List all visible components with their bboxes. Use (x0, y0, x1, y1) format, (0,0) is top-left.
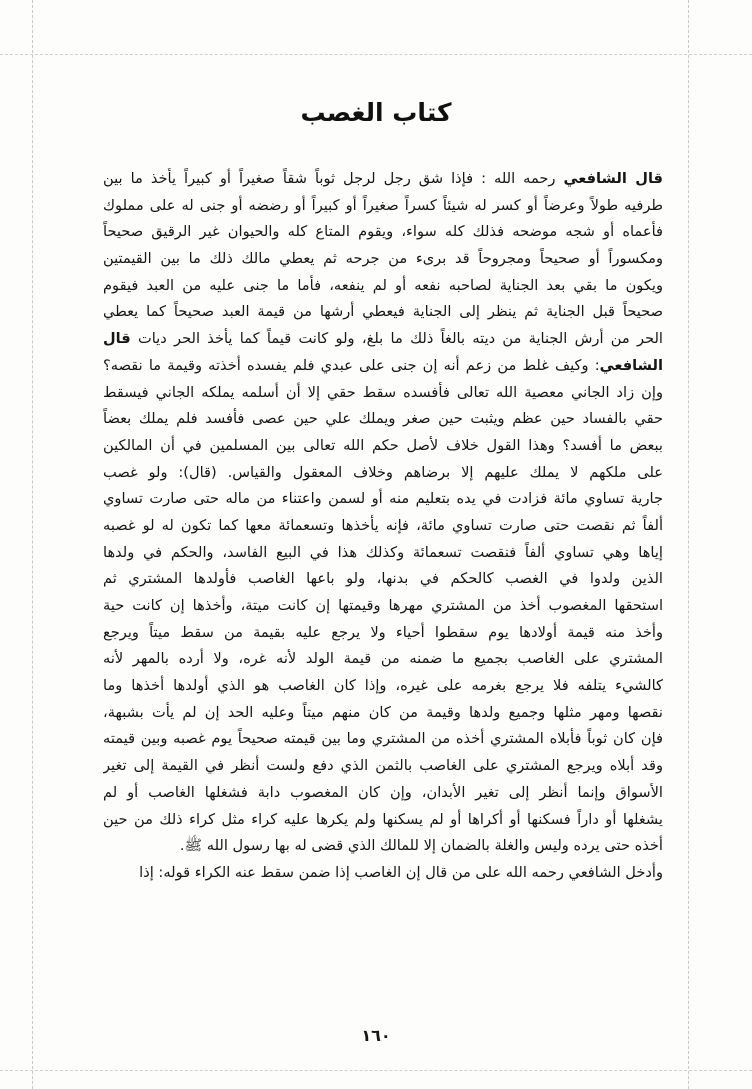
text-line (103, 460, 663, 487)
line-text: الذين ولدوا في الغصب كالحكم في بدنها، ولو باعها الغاصب فأولدها المشتري ثم (103, 570, 663, 588)
speaker-name: الشافعي (599, 356, 663, 374)
line-text: نقصها ومهر مثلها وجميع ولدها وقيمة من كان منهم ميتاً وعليه الحد إن لم يأت بشبهة، (103, 703, 663, 721)
text-line (103, 726, 663, 753)
line-text: رحمه الله : فإذا شق رجل لرجل ثوباً شقاً صغيراً أو كبيراً يأخذ ما بين (103, 170, 564, 187)
scan-guide-top (0, 54, 752, 55)
line-text: المشتري على الغاصب بجميع ما ضمنه من قيمة الولد لأنه غره، ولا أرده بالمهر لأنه (103, 650, 663, 668)
line-text: ومكسوراً أو صحيحاً ومجروحاً قد برىء من جرحه ثم يعطي مالك ذلك ما بين القيمتين (103, 250, 663, 268)
line-text: ويكون ما بقي بعد الجناية لصاحبه نفعه أو لم ينفعه، فأما ما جنى عليه من العبد فيقوم (103, 276, 663, 294)
line-text: استحقها المغصوب أخذ من المشتري مهرها وقيمتها إن كانت ميتة، وأخذها إن كانت حية (103, 597, 663, 614)
text-line (103, 646, 663, 673)
body-text (103, 166, 663, 887)
page-number: ١٦٠ (361, 1026, 391, 1045)
line-text: طرفيه طولاً وعرضاً أو كسر له شيئاً كسراً صغيراً أو كبيراً أو رضضه أو جنى له على مملوك (103, 196, 663, 214)
line-text: ألفاً ثم نقصت حتى صارت تساوي مائة، فإنه يأخذها وتسعمائة معها كما تكون له لو غصبه (103, 516, 663, 534)
scan-guide-right (688, 0, 689, 1089)
text-line (103, 193, 663, 220)
text-line (103, 753, 663, 780)
line-text: فإن كان ثوباً فأبلاه المشتري أخذه من المشتري وما بين قيمته صحيحاً يوم غصبه وبين قيمته (103, 730, 663, 748)
speaker-name: قال الشافعي (563, 170, 663, 187)
text-line (103, 433, 663, 460)
text-line (103, 833, 663, 860)
line-text: كالشيء يتلفه فلا يرجع بغرمه على غيره، وإذا كان الغاصب هو الذي أولدها أخذها وما (103, 677, 663, 695)
text-line (103, 406, 663, 433)
line-text: يشغلها أو داراً فسكنها أو أكراها أو لم يسكنها ولم يكرها عليه كراء مثل كراء ذلك من حين (103, 810, 663, 828)
text-line (103, 780, 663, 807)
line-text: وأدخل الشافعي رحمه الله على من قال إن الغاصب إذا ضمن سقط عنه الكراء قوله: إذا (139, 863, 663, 881)
speaker-name: قال (103, 330, 131, 348)
line-text: أخذه حتى يرده وليس والغلة بالضمان إلا للمالك الذي قضى له بها رسول الله ﷺ. (179, 837, 663, 855)
line-text: الأسواق وإنما أنظر إلى تغير الأبدان، وإن كان المغصوب دابة فشغلها الغاصب أو لم (103, 783, 663, 801)
text-line (103, 166, 663, 193)
scan-guide-left (32, 0, 33, 1089)
text-line (103, 246, 663, 273)
text-line (103, 673, 663, 700)
line-text: الحر من أرش الجناية من ديته بالغاً ذلك ما بلغ، ولو كانت قيماً كما يأخذ الحر ديات (130, 330, 663, 348)
text-line (103, 353, 663, 380)
line-text: إياها وهي تساوي ألفاً فنقصت تسعمائة وكذلك هذا في البيع الفاسد، والحكم في ولدها (103, 543, 663, 561)
line-text: حقي بالفساد حين عظم ويثبت حين صغر ويملك علي حين عصى فأفسد فلم يملك بعضاً (103, 410, 663, 428)
text-line (103, 326, 663, 353)
line-text: وقد أبلاه ويرجع المشتري على الغاصب بالثمن الذي دفع ولست أنظر في القيمة إلى تغير (103, 757, 663, 775)
text-line (103, 540, 663, 567)
line-text: وإن زاد الجاني معصية الله تعالى فأفسده سقط حقي إلا أن أسلمه يملكه الجاني فيسقط (103, 383, 663, 401)
text-line (103, 620, 663, 647)
text-line (103, 860, 663, 887)
line-text: وأخذ منه قيمة أولادها يوم سقطوا أحياء ولا يرجع عليه بقيمة من سقط ميتاً ويرجع (103, 623, 663, 641)
line-text: : وكيف غلط من زعم أنه إن جنى على عبدي فلم يفسده أخذته وقيمة ما نقصه؟ (103, 356, 600, 374)
line-text: ببعض ما أفسد؟ وهذا القول خلاف لأصل حكم الله تعالى بين المسلمين في أن المالكين (103, 436, 663, 454)
line-text: صحيحاً قبل الجناية ثم ينظر إلى الجناية فيعطي أرشها من قيمة العبد صحيحاً كما يعطي (103, 303, 663, 321)
line-text: فأعماه أو شجه موضحه فذلك كله سواء، ويقوم المتاع كله والحيوان غير الرقيق صحيحاً (103, 223, 663, 241)
chapter-title: كتاب الغصب (300, 98, 452, 127)
text-line (103, 807, 663, 834)
text-line (103, 513, 663, 540)
line-text: جارية تساوي مائة فزادت في يده بتعليم منه أو لسمن واعتناء من ماله حتى صارت تساوي (103, 490, 663, 508)
text-line (103, 273, 663, 300)
text-line (103, 380, 663, 407)
text-line (103, 566, 663, 593)
text-line (103, 700, 663, 727)
scan-guide-bottom (0, 1070, 752, 1071)
text-line (103, 593, 663, 620)
text-line (103, 299, 663, 326)
text-line (103, 219, 663, 246)
line-text: على ملكهم لا يملك عليهم إلا برضاهم وخلاف المعقول والقياس. (قال): ولو غصب (103, 463, 663, 481)
text-line (103, 486, 663, 513)
